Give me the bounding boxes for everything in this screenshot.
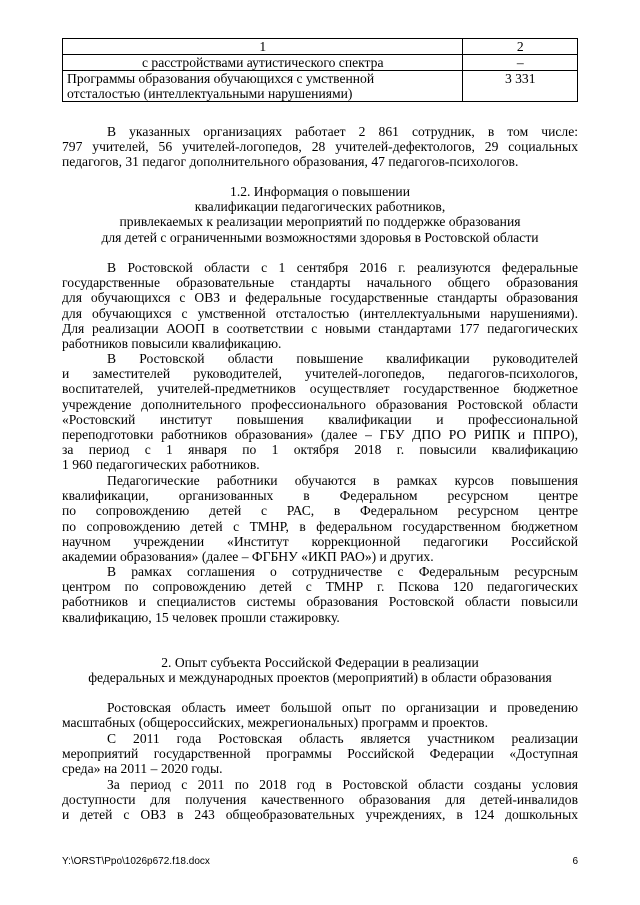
heading-line: 2. Опыт субъекта Российской Федерации в реализации [161, 655, 479, 670]
text-line: Педагогические работники обучаются в рамках курсов повышения [107, 473, 578, 488]
heading-line: квалификации педагогических работников, [194, 199, 446, 215]
paragraph-program [62, 731, 578, 777]
page-number: 6 [572, 856, 578, 867]
table-cell-label-line: Программы образования обучающихся с умственной [67, 71, 375, 86]
text-line: «Ростовский институт повышения квалификации и профессиональной [62, 411, 578, 427]
text-line: для обучающихся с умственной отсталостью (интеллектуальными нарушениями). [62, 305, 578, 321]
text-line: В указанных организациях работает 2 861 сотрудник, в том числе: [107, 124, 578, 139]
section-heading-1-2 [62, 184, 578, 245]
text-line: воспитателей, учителей-предметников осуществляет государственное бюджетное [62, 381, 578, 397]
text-line: работников повысили квалификацию. [62, 336, 282, 352]
text-line: научном учреждении «Институт коррекционной педагогики Российской [62, 533, 578, 549]
text-line: квалификацию, 15 человек прошли стажировку. [62, 609, 340, 625]
text-line: доступности для получения качественного образования для детей-инвалидов [62, 792, 578, 808]
paragraph-standards [62, 260, 578, 351]
text-line: для обучающихся с ОВЗ и федеральные государственные стандарты образования [62, 290, 578, 306]
text-line: учреждение дополнительного профессионального образования Ростовской области [62, 396, 578, 412]
heading-line: 1.2. Информация о повышении [230, 184, 410, 199]
table-cell-value: 3 331 [463, 71, 578, 102]
text-line: и детей с ОВЗ в 243 общеобразовательных учреждениях, в 124 дошкольных [62, 807, 578, 823]
table-cell-label [63, 71, 463, 102]
table-header-row [63, 39, 578, 55]
text-line: и заместителей руководителей, учителей-логопедов, педагогов-психологов, [62, 366, 578, 382]
text-line: педагогов, 31 педагог дополнительного образования, 47 педагогов-психологов. [62, 154, 519, 170]
heading-line: для детей с ограниченными возможностями здоровья в Ростовской области [101, 229, 539, 245]
text-line: В рамках соглашения о сотрудничестве с Федеральным ресурсным [107, 564, 578, 579]
text-line: работников и специалистов системы образования Ростовской области повысили [62, 594, 578, 610]
text-line: В Ростовской области повышение квалификации руководителей [107, 351, 578, 366]
text-line: по сопровождению детей с ТМНР, в федеральном государственном бюджетном [62, 518, 578, 534]
table-cell-value: – [463, 55, 578, 71]
text-line: Для реализации АООП в соответствии с новыми стандартами 177 педагогических [62, 320, 578, 336]
paragraph-agreement [62, 564, 578, 625]
text-line: по сопровождению детей с РАС, в Федеральном ресурсном центре [62, 503, 578, 519]
text-line: За период с 2011 по 2018 год в Ростовской области созданы условия [107, 777, 578, 792]
section-heading-2 [62, 655, 578, 685]
heading-line: федеральных и международных проектов (мероприятий) в области образования [88, 670, 552, 686]
text-line: В Ростовской области с 1 сентября 2016 г. реализуются федеральные [107, 260, 578, 275]
text-line: квалификации, организованных в Федеральном ресурсном центре [62, 488, 578, 504]
text-line: 1 960 педагогических работников. [62, 457, 260, 473]
data-table [62, 38, 578, 102]
text-line: Ростовская область имеет большой опыт по организации и проведению [107, 700, 578, 715]
paragraph-period [62, 777, 578, 823]
text-line: академии образования» (далее – ФГБНУ «ИКП РАО») и других. [62, 549, 434, 565]
footer-file-path: Y:\ORST\Ppo\1026p672.f18.docx [62, 856, 210, 867]
table-cell-label: с расстройствами аутистического спектра [63, 55, 463, 71]
table-cell-label-line: отсталостью (интеллектуальными нарушениями) [67, 86, 353, 101]
table-header-cell: 2 [463, 39, 578, 55]
table-row [63, 55, 578, 71]
heading-line: привлекаемых к реализации мероприятий по поддержке образования [119, 214, 521, 230]
text-line: С 2011 года Ростовская область является участником реализации [107, 731, 578, 746]
paragraph-courses [62, 473, 578, 564]
text-line: мероприятий государственной программы Российской Федерации «Доступная [62, 746, 578, 762]
paragraph-ripk [62, 351, 578, 473]
paragraph-staff [62, 124, 578, 170]
paragraph-experience [62, 700, 578, 730]
text-line: центром по сопровождению детей с ТМНР г. Пскова 120 педагогических [62, 579, 578, 595]
table-row [63, 71, 578, 102]
text-line: переподготовки работников образования» (далее – ГБУ ДПО РО РИПК и ППРО), [62, 427, 578, 443]
text-line: 797 учителей, 56 учителей-логопедов, 28 учителей-дефектологов, 29 социальных [62, 139, 578, 155]
text-line: среда» на 2011 – 2020 годы. [62, 761, 223, 777]
text-line: государственные образовательные стандарты начального общего образования [62, 275, 578, 291]
text-line: масштабных (общероссийских, межрегиональных) программ и проектов. [62, 715, 488, 731]
table-header-cell: 1 [63, 39, 463, 55]
text-line: за период с 1 января по 1 октября 2018 г. повысили квалификацию [62, 442, 578, 458]
